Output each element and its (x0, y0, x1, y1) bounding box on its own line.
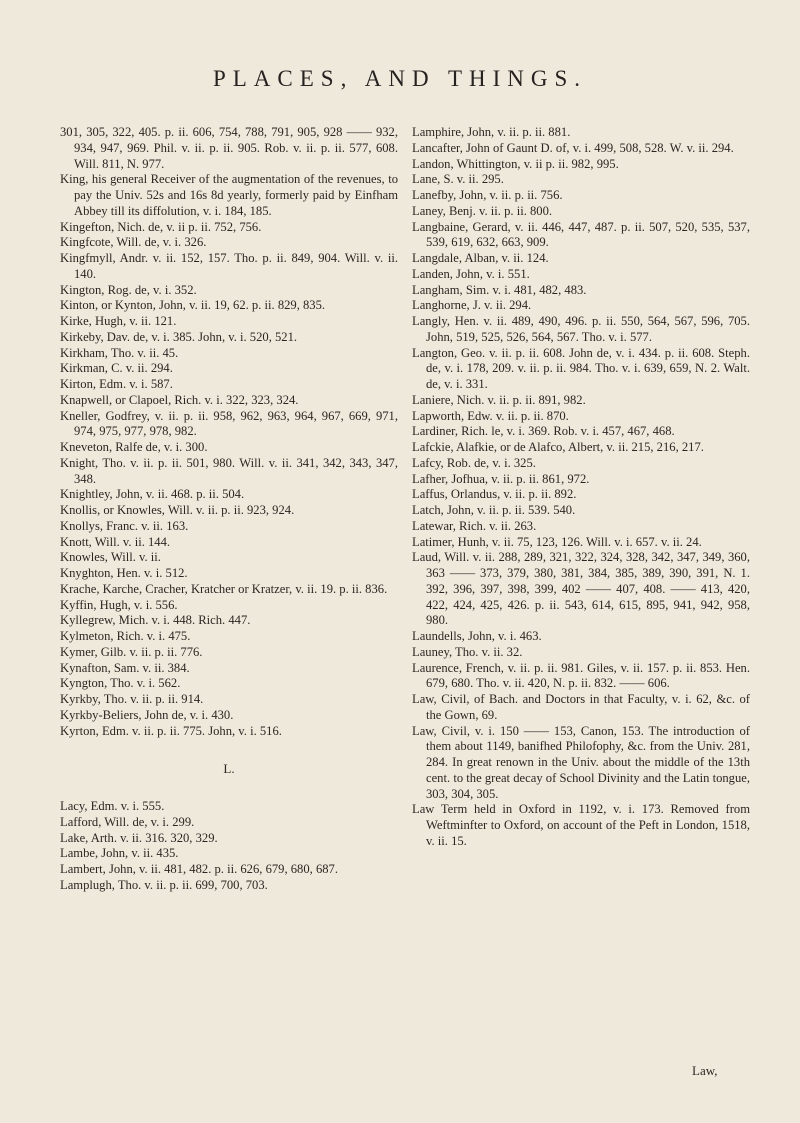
index-entry: Knyghton, Hen. v. i. 512. (60, 566, 188, 580)
index-entry: Knollys, Franc. v. ii. 163. (60, 518, 189, 533)
index-entry: Lafher, Jofhua, v. ii. p. ii. 861, 972. (412, 471, 590, 486)
index-entry: Kyrkby-Beliers, John de, v. i. 430. (60, 707, 234, 722)
index-entry: Kyllegrew, Mich. v. i. 448. Rich. 447. (60, 613, 251, 628)
index-entry: Kingefton, Nich. de, v. ii p. ii. 752, 756. (60, 219, 262, 234)
index-entry: Kyngton, Tho. v. i. 562. (60, 676, 181, 691)
index-entry: Lancafter, John of Gaunt D. of, v. i. 499, 508, 528. W. v. ii. 294. (412, 140, 734, 155)
index-entry: Knapwell, or Clapoel, Rich. v. i. 322, 323, 324. (60, 392, 299, 407)
index-entry: Lamphire, John, v. ii. p. ii. 881. (412, 125, 571, 139)
index-entry: Kirton, Edm. v. i. 587. (60, 377, 173, 391)
index-entry: Latimer, Hunh, v. ii. 75, 123, 126. Will. v. i. 657. v. ii. 24. (412, 534, 702, 549)
letter-heading: L. (223, 761, 235, 777)
index-entry: Kirkman, C. v. ii. 294. (60, 361, 173, 376)
index-entry: Landon, Whittington, v. ii p. ii. 982, 995. (412, 156, 619, 171)
index-entry: Lambe, John, v. ii. 435. (60, 846, 179, 861)
index-entry: 301, 305, 322, 405. p. ii. 606, 754, 788, 791, 905, 928 —— 932, 934, 947, 969. Phil. v. ii. p. ii. 905. Rob. v. ii. p. ii. 577, 608. Will. 811, N. 977. (60, 125, 398, 171)
index-entries-k (60, 125, 398, 739)
index-entries-l-continued (412, 125, 750, 850)
index-entry: Latewar, Rich. v. ii. 263. (412, 518, 537, 533)
index-entry: Launey, Tho. v. ii. 32. (412, 644, 523, 659)
running-head: PLACES, AND THINGS. (212, 66, 588, 91)
index-entry: Lake, Arth. v. ii. 316. 320, 329. (60, 830, 218, 845)
index-entry: Kingfmyll, Andr. v. ii. 152, 157. Tho. p. ii. 849, 904. Will. v. ii. 140. (60, 251, 398, 281)
index-entry: Langbaine, Gerard, v. ii. 446, 447, 487. p. ii. 507, 520, 535, 537, 539, 619, 632, 663, 909. (412, 219, 750, 250)
index-entry: Langton, Geo. v. ii. p. ii. 608. John de, v. i. 434. p. ii. 608. Steph. de, v. i. 178, 209. v. ii. p. ii. 984. Tho. v. i. 639, 659, N. 2. Walt. de, v. i. 331. (412, 345, 750, 391)
index-entry: King, his general Receiver of the augmentation of the revenues, to pay the Univ. 52s and 16s 8d yearly, formerly paid by Einfham Abbey till its diffolution, v. i. 184, 185. (60, 172, 398, 218)
index-entry: Knowles, Will. v. ii. (60, 550, 161, 565)
index-entry: Landen, John, v. i. 551. (412, 266, 530, 281)
index-column-left (60, 125, 398, 894)
index-entry: Lamplugh, Tho. v. ii. p. ii. 699, 700, 703. (60, 877, 268, 892)
index-entry: Lafckie, Alafkie, or de Alafco, Albert, v. ii. 215, 216, 217. (412, 440, 704, 454)
index-entry: Langly, Hen. v. ii. 489, 490, 496. p. ii. 550, 564, 567, 596, 705. John, 519, 525, 526, 564, 567. Tho. v. i. 577. (412, 314, 750, 344)
index-entry: Law, Civil, of Bach. and Doctors in that Faculty, v. i. 62, &c. of the Gown, 69. (412, 692, 750, 722)
index-entry: Law Term held in Oxford in 1192, v. i. 173. Removed from Weftminfter to Oxford, on account of the Peft in London, 1518, v. ii. 15. (412, 802, 750, 848)
index-entry: Laniere, Nich. v. ii. p. ii. 891, 982. (412, 392, 586, 407)
index-entry: Langhorne, J. v. ii. 294. (412, 298, 532, 313)
index-entry: Kyffin, Hugh, v. i. 556. (60, 597, 178, 612)
index-entry: Lafcy, Rob. de, v. i. 325. (412, 455, 536, 470)
index-entry: Laundells, John, v. i. 463. (412, 629, 542, 643)
index-entry: Lardiner, Rich. le, v. i. 369. Rob. v. i. 457, 467, 468. (412, 424, 675, 439)
index-entry: Kymer, Gilb. v. ii. p. ii. 776. (60, 644, 203, 659)
catchword: Law, (692, 1063, 718, 1078)
index-entry: Kingfcote, Will. de, v. i. 326. (60, 235, 207, 250)
index-entry: Knollis, or Knowles, Will. v. ii. p. ii. 923, 924. (60, 503, 295, 517)
index-entry: Langdale, Alban, v. ii. 124. (412, 251, 549, 265)
index-entry: Lane, S. v. ii. 295. (412, 172, 504, 187)
index-entry: Krache, Karche, Cracher, Kratcher or Kratzer, v. ii. 19. p. ii. 836. (60, 581, 388, 596)
index-entry: Kirkham, Tho. v. ii. 45. (60, 345, 179, 360)
index-entry: Kirkeby, Dav. de, v. i. 385. John, v. i. 520, 521. (60, 329, 298, 344)
index-entry: Kington, Rog. de, v. i. 352. (60, 282, 197, 297)
index-entry: Kirke, Hugh, v. ii. 121. (60, 314, 177, 328)
index-entry: Kinton, or Kynton, John, v. ii. 19, 62. p. ii. 829, 835. (60, 298, 326, 313)
index-entry: Kyrkby, Tho. v. ii. p. ii. 914. (60, 692, 204, 706)
index-entry: Knight, Tho. v. ii. p. ii. 501, 980. Will. v. ii. 341, 342, 343, 347, 348. (60, 455, 398, 486)
index-entry: Laffus, Orlandus, v. ii. p. ii. 892. (412, 487, 577, 502)
index-entry: Langham, Sim. v. i. 481, 482, 483. (412, 282, 587, 297)
index-entry: Lafford, Will. de, v. i. 299. (60, 814, 195, 829)
index-entry: Lanefby, John, v. ii. p. ii. 756. (412, 188, 563, 202)
index-entry: Kneller, Godfrey, v. ii. p. ii. 958, 962, 963, 964, 967, 669, 971, 974, 975, 977, 978, 982. (60, 408, 398, 439)
index-entry: Lacy, Edm. v. i. 555. (60, 799, 165, 813)
index-entry: Law, Civil, v. i. 150 —— 153, Canon, 153. The introduction of them about 1149, banifhed Philofophy, &c. from the Univ. 281, 284. In great renown in the Univ. about the middle of the 13th cent. to the great decay of School Divinity and the Latin tongue, 303, 304, 305. (412, 723, 750, 801)
index-entry: Knott, Will. v. ii. 144. (60, 534, 171, 549)
index-entry: Kylmeton, Rich. v. i. 475. (60, 629, 191, 643)
index-entry: Kyrton, Edm. v. ii. p. ii. 775. John, v. i. 516. (60, 723, 282, 738)
index-entry: Lapworth, Edw. v. ii. p. ii. 870. (412, 408, 569, 423)
index-entries-l (60, 799, 398, 894)
index-entry: Lambert, John, v. ii. 481, 482. p. ii. 626, 679, 680, 687. (60, 862, 338, 876)
index-column-right (412, 125, 750, 850)
index-entry: Kynafton, Sam. v. ii. 384. (60, 660, 190, 675)
index-entry: Latch, John, v. ii. p. ii. 539. 540. (412, 503, 576, 517)
index-entry: Kneveton, Ralfe de, v. i. 300. (60, 440, 208, 454)
index-entry: Laurence, French, v. ii. p. ii. 981. Giles, v. ii. 157. p. ii. 853. Hen. 679, 680. Tho. v. ii. 420, N. p. ii. 832. —— 606. (412, 660, 750, 691)
index-entry: Laney, Benj. v. ii. p. ii. 800. (412, 203, 553, 218)
index-entry: Knightley, John, v. ii. 468. p. ii. 504. (60, 487, 245, 502)
index-entry: Laud, Will. v. ii. 288, 289, 321, 322, 324, 328, 342, 347, 349, 360, 363 —— 373, 379, 380, 381, 384, 385, 389, 390, 391, N. 1. 392, 396, 397, 398, 399, 402 —— 407, 408. —— 413, 420, 422, 424, 425, 426. p. ii. 543, 614, 615, 895, 941, 942, 958, 980. (412, 550, 750, 628)
